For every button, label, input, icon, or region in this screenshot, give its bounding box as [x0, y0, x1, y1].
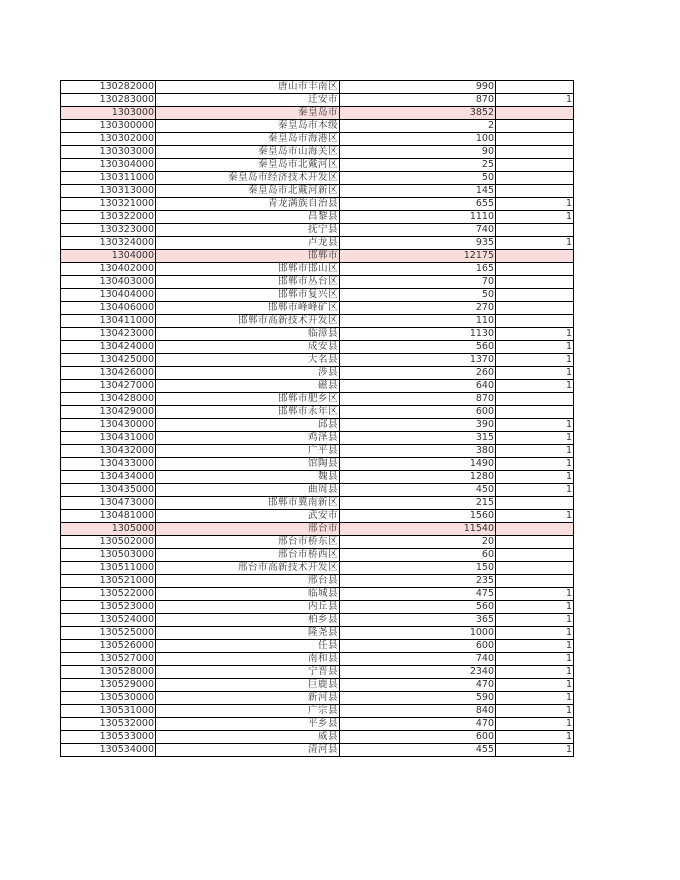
table-row[interactable] — [61, 263, 574, 276]
flag-cell[interactable] — [496, 302, 574, 315]
table-row[interactable] — [61, 354, 574, 367]
flag-cell[interactable]: 1 — [496, 211, 574, 224]
code-cell[interactable]: 130524000 — [61, 614, 156, 627]
count-cell[interactable]: 1370 — [340, 354, 496, 367]
code-cell[interactable]: 130533000 — [61, 731, 156, 744]
flag-cell[interactable]: 1 — [496, 627, 574, 640]
name-cell[interactable]: 秦皇岛市山海关区 — [156, 146, 340, 159]
name-cell[interactable]: 武安市 — [156, 510, 340, 523]
code-cell[interactable]: 130302000 — [61, 133, 156, 146]
count-cell[interactable]: 260 — [340, 367, 496, 380]
count-cell[interactable]: 640 — [340, 380, 496, 393]
name-cell[interactable]: 唐山市丰南区 — [156, 81, 340, 94]
code-cell[interactable]: 130529000 — [61, 679, 156, 692]
flag-cell[interactable]: 1 — [496, 237, 574, 250]
table-row[interactable] — [61, 159, 574, 172]
table-row[interactable] — [61, 666, 574, 679]
flag-cell[interactable] — [496, 393, 574, 406]
name-cell[interactable]: 邯郸市丛台区 — [156, 276, 340, 289]
flag-cell[interactable] — [496, 120, 574, 133]
table-row[interactable] — [61, 133, 574, 146]
name-cell[interactable]: 抚宁县 — [156, 224, 340, 237]
table-row[interactable] — [61, 393, 574, 406]
count-cell[interactable]: 235 — [340, 575, 496, 588]
name-cell[interactable]: 邢台市高新技术开发区 — [156, 562, 340, 575]
name-cell[interactable]: 成安县 — [156, 341, 340, 354]
count-cell[interactable]: 1490 — [340, 458, 496, 471]
count-cell[interactable]: 50 — [340, 289, 496, 302]
flag-cell[interactable]: 1 — [496, 614, 574, 627]
table-row[interactable] — [61, 81, 574, 94]
count-cell[interactable]: 1000 — [340, 627, 496, 640]
count-cell[interactable]: 840 — [340, 705, 496, 718]
flag-cell[interactable]: 1 — [496, 666, 574, 679]
flag-cell[interactable]: 1 — [496, 458, 574, 471]
count-cell[interactable]: 390 — [340, 419, 496, 432]
flag-cell[interactable] — [496, 224, 574, 237]
code-cell[interactable]: 1303000 — [61, 107, 156, 120]
name-cell[interactable]: 昌黎县 — [156, 211, 340, 224]
name-cell[interactable]: 邯郸市复兴区 — [156, 289, 340, 302]
code-cell[interactable]: 130411000 — [61, 315, 156, 328]
name-cell[interactable]: 内丘县 — [156, 601, 340, 614]
code-cell[interactable]: 130511000 — [61, 562, 156, 575]
code-cell[interactable]: 130502000 — [61, 536, 156, 549]
code-cell[interactable]: 130425000 — [61, 354, 156, 367]
code-cell[interactable]: 130430000 — [61, 419, 156, 432]
name-cell[interactable]: 邢台市桥东区 — [156, 536, 340, 549]
code-cell[interactable]: 130530000 — [61, 692, 156, 705]
flag-cell[interactable]: 1 — [496, 341, 574, 354]
code-cell[interactable]: 130427000 — [61, 380, 156, 393]
count-cell[interactable]: 20 — [340, 536, 496, 549]
table-row[interactable] — [61, 380, 574, 393]
name-cell[interactable]: 大名县 — [156, 354, 340, 367]
flag-cell[interactable] — [496, 536, 574, 549]
table-row[interactable] — [61, 276, 574, 289]
code-cell[interactable]: 130526000 — [61, 640, 156, 653]
table-row[interactable] — [61, 198, 574, 211]
code-cell[interactable]: 130431000 — [61, 432, 156, 445]
name-cell[interactable]: 邱县 — [156, 419, 340, 432]
name-cell[interactable]: 磁县 — [156, 380, 340, 393]
table-row[interactable] — [61, 718, 574, 731]
table-row[interactable] — [61, 185, 574, 198]
flag-cell[interactable]: 1 — [496, 718, 574, 731]
table-row[interactable] — [61, 445, 574, 458]
table-row[interactable] — [61, 575, 574, 588]
table-row[interactable] — [61, 419, 574, 432]
name-cell[interactable]: 邢台市桥西区 — [156, 549, 340, 562]
code-cell[interactable]: 130473000 — [61, 497, 156, 510]
table-row[interactable] — [61, 471, 574, 484]
code-cell[interactable]: 130402000 — [61, 263, 156, 276]
flag-cell[interactable]: 1 — [496, 380, 574, 393]
flag-cell[interactable]: 1 — [496, 679, 574, 692]
code-cell[interactable]: 130323000 — [61, 224, 156, 237]
count-cell[interactable]: 70 — [340, 276, 496, 289]
count-cell[interactable]: 600 — [340, 640, 496, 653]
count-cell[interactable]: 870 — [340, 94, 496, 107]
count-cell[interactable]: 1130 — [340, 328, 496, 341]
flag-cell[interactable] — [496, 263, 574, 276]
count-cell[interactable]: 12175 — [340, 250, 496, 263]
table-row[interactable] — [61, 588, 574, 601]
count-cell[interactable]: 990 — [340, 81, 496, 94]
table-row[interactable] — [61, 627, 574, 640]
table-row[interactable] — [61, 289, 574, 302]
flag-cell[interactable] — [496, 107, 574, 120]
name-cell[interactable]: 邢台县 — [156, 575, 340, 588]
count-cell[interactable]: 935 — [340, 237, 496, 250]
flag-cell[interactable]: 1 — [496, 705, 574, 718]
count-cell[interactable]: 90 — [340, 146, 496, 159]
code-cell[interactable]: 130428000 — [61, 393, 156, 406]
table-row[interactable] — [61, 731, 574, 744]
table-row-highlighted[interactable] — [61, 107, 574, 120]
name-cell[interactable]: 柏乡县 — [156, 614, 340, 627]
name-cell[interactable]: 卢龙县 — [156, 237, 340, 250]
name-cell[interactable]: 清河县 — [156, 744, 340, 757]
code-cell[interactable]: 130481000 — [61, 510, 156, 523]
code-cell[interactable]: 130322000 — [61, 211, 156, 224]
code-cell[interactable]: 130403000 — [61, 276, 156, 289]
table-row-highlighted[interactable] — [61, 523, 574, 536]
name-cell[interactable]: 邯郸市 — [156, 250, 340, 263]
name-cell[interactable]: 曲周县 — [156, 484, 340, 497]
count-cell[interactable]: 655 — [340, 198, 496, 211]
code-cell[interactable]: 130434000 — [61, 471, 156, 484]
flag-cell[interactable] — [496, 575, 574, 588]
code-cell[interactable]: 130283000 — [61, 94, 156, 107]
flag-cell[interactable]: 1 — [496, 653, 574, 666]
code-cell[interactable]: 130525000 — [61, 627, 156, 640]
name-cell[interactable]: 新河县 — [156, 692, 340, 705]
table-row[interactable] — [61, 744, 574, 757]
flag-cell[interactable]: 1 — [496, 744, 574, 757]
name-cell[interactable]: 南和县 — [156, 653, 340, 666]
count-cell[interactable]: 165 — [340, 263, 496, 276]
name-cell[interactable]: 邯郸市肥乡区 — [156, 393, 340, 406]
flag-cell[interactable]: 1 — [496, 471, 574, 484]
table-row[interactable] — [61, 302, 574, 315]
count-cell[interactable]: 365 — [340, 614, 496, 627]
flag-cell[interactable]: 1 — [496, 354, 574, 367]
table-row[interactable] — [61, 510, 574, 523]
flag-cell[interactable]: 1 — [496, 484, 574, 497]
code-cell[interactable]: 130534000 — [61, 744, 156, 757]
code-cell[interactable]: 130304000 — [61, 159, 156, 172]
table-row[interactable] — [61, 484, 574, 497]
name-cell[interactable]: 临漳县 — [156, 328, 340, 341]
count-cell[interactable]: 1560 — [340, 510, 496, 523]
table-row[interactable] — [61, 172, 574, 185]
count-cell[interactable]: 2 — [340, 120, 496, 133]
flag-cell[interactable] — [496, 133, 574, 146]
name-cell[interactable]: 邯郸市冀南新区 — [156, 497, 340, 510]
flag-cell[interactable] — [496, 497, 574, 510]
table-row[interactable] — [61, 120, 574, 133]
code-cell[interactable]: 130282000 — [61, 81, 156, 94]
name-cell[interactable]: 青龙满族自治县 — [156, 198, 340, 211]
count-cell[interactable]: 60 — [340, 549, 496, 562]
count-cell[interactable]: 870 — [340, 393, 496, 406]
name-cell[interactable]: 邯郸市高新技术开发区 — [156, 315, 340, 328]
flag-cell[interactable]: 1 — [496, 445, 574, 458]
count-cell[interactable]: 455 — [340, 744, 496, 757]
count-cell[interactable]: 150 — [340, 562, 496, 575]
count-cell[interactable]: 110 — [340, 315, 496, 328]
code-cell[interactable]: 1305000 — [61, 523, 156, 536]
table-row-highlighted[interactable] — [61, 250, 574, 263]
name-cell[interactable]: 宁晋县 — [156, 666, 340, 679]
code-cell[interactable]: 130426000 — [61, 367, 156, 380]
count-cell[interactable]: 740 — [340, 653, 496, 666]
count-cell[interactable]: 25 — [340, 159, 496, 172]
flag-cell[interactable] — [496, 146, 574, 159]
count-cell[interactable]: 100 — [340, 133, 496, 146]
data-table — [60, 80, 574, 757]
flag-cell[interactable] — [496, 289, 574, 302]
count-cell[interactable]: 475 — [340, 588, 496, 601]
code-cell[interactable]: 130521000 — [61, 575, 156, 588]
code-cell[interactable]: 130527000 — [61, 653, 156, 666]
code-cell[interactable]: 1304000 — [61, 250, 156, 263]
table-row[interactable] — [61, 705, 574, 718]
count-cell[interactable]: 560 — [340, 601, 496, 614]
table-row[interactable] — [61, 562, 574, 575]
name-cell[interactable]: 任县 — [156, 640, 340, 653]
name-cell[interactable]: 秦皇岛市经济技术开发区 — [156, 172, 340, 185]
flag-cell[interactable]: 1 — [496, 94, 574, 107]
code-cell[interactable]: 130503000 — [61, 549, 156, 562]
table-body — [61, 81, 574, 757]
flag-cell[interactable] — [496, 549, 574, 562]
flag-cell[interactable] — [496, 159, 574, 172]
name-cell[interactable]: 隆尧县 — [156, 627, 340, 640]
code-cell[interactable]: 130523000 — [61, 601, 156, 614]
count-cell[interactable]: 600 — [340, 406, 496, 419]
flag-cell[interactable]: 1 — [496, 432, 574, 445]
table-row[interactable] — [61, 406, 574, 419]
code-cell[interactable]: 130522000 — [61, 588, 156, 601]
flag-cell[interactable]: 1 — [496, 692, 574, 705]
code-cell[interactable]: 130324000 — [61, 237, 156, 250]
table-row[interactable] — [61, 614, 574, 627]
table-row[interactable] — [61, 367, 574, 380]
name-cell[interactable]: 邢台市 — [156, 523, 340, 536]
table-row[interactable] — [61, 497, 574, 510]
name-cell[interactable]: 秦皇岛市本级 — [156, 120, 340, 133]
table-row[interactable] — [61, 94, 574, 107]
table-row[interactable] — [61, 549, 574, 562]
name-cell[interactable]: 迁安市 — [156, 94, 340, 107]
table-row[interactable] — [61, 679, 574, 692]
table-row[interactable] — [61, 692, 574, 705]
count-cell[interactable]: 2340 — [340, 666, 496, 679]
count-cell[interactable]: 590 — [340, 692, 496, 705]
name-cell[interactable]: 巨鹿县 — [156, 679, 340, 692]
code-cell[interactable]: 130321000 — [61, 198, 156, 211]
flag-cell[interactable] — [496, 276, 574, 289]
count-cell[interactable]: 450 — [340, 484, 496, 497]
flag-cell[interactable] — [496, 185, 574, 198]
count-cell[interactable]: 470 — [340, 679, 496, 692]
name-cell[interactable]: 平乡县 — [156, 718, 340, 731]
count-cell[interactable]: 380 — [340, 445, 496, 458]
flag-cell[interactable]: 1 — [496, 588, 574, 601]
count-cell[interactable]: 600 — [340, 731, 496, 744]
name-cell[interactable]: 邯郸市永年区 — [156, 406, 340, 419]
code-cell[interactable]: 130528000 — [61, 666, 156, 679]
flag-cell[interactable] — [496, 523, 574, 536]
name-cell[interactable]: 广平县 — [156, 445, 340, 458]
flag-cell[interactable] — [496, 81, 574, 94]
flag-cell[interactable]: 1 — [496, 419, 574, 432]
code-cell[interactable]: 130435000 — [61, 484, 156, 497]
flag-cell[interactable]: 1 — [496, 198, 574, 211]
code-cell[interactable]: 130532000 — [61, 718, 156, 731]
name-cell[interactable]: 鸡泽县 — [156, 432, 340, 445]
name-cell[interactable]: 秦皇岛市海港区 — [156, 133, 340, 146]
count-cell[interactable]: 1110 — [340, 211, 496, 224]
code-cell[interactable]: 130531000 — [61, 705, 156, 718]
count-cell[interactable]: 11540 — [340, 523, 496, 536]
table-row[interactable] — [61, 653, 574, 666]
table-row[interactable] — [61, 224, 574, 237]
count-cell[interactable]: 145 — [340, 185, 496, 198]
flag-cell[interactable] — [496, 562, 574, 575]
name-cell[interactable]: 邯郸市邯山区 — [156, 263, 340, 276]
table-row[interactable] — [61, 458, 574, 471]
name-cell[interactable]: 魏县 — [156, 471, 340, 484]
flag-cell[interactable] — [496, 172, 574, 185]
code-cell[interactable]: 130433000 — [61, 458, 156, 471]
table-row[interactable] — [61, 601, 574, 614]
flag-cell[interactable]: 1 — [496, 640, 574, 653]
name-cell[interactable]: 秦皇岛市北戴河新区 — [156, 185, 340, 198]
table-row[interactable] — [61, 211, 574, 224]
name-cell[interactable]: 秦皇岛市 — [156, 107, 340, 120]
count-cell[interactable]: 740 — [340, 224, 496, 237]
flag-cell[interactable]: 1 — [496, 367, 574, 380]
table-row[interactable] — [61, 536, 574, 549]
code-cell[interactable]: 130424000 — [61, 341, 156, 354]
flag-cell[interactable]: 1 — [496, 510, 574, 523]
table-row[interactable] — [61, 640, 574, 653]
name-cell[interactable]: 威县 — [156, 731, 340, 744]
count-cell[interactable]: 50 — [340, 172, 496, 185]
flag-cell[interactable]: 1 — [496, 328, 574, 341]
name-cell[interactable]: 广宗县 — [156, 705, 340, 718]
flag-cell[interactable]: 1 — [496, 601, 574, 614]
code-cell[interactable]: 130300000 — [61, 120, 156, 133]
name-cell[interactable]: 涉县 — [156, 367, 340, 380]
flag-cell[interactable]: 1 — [496, 731, 574, 744]
flag-cell[interactable] — [496, 250, 574, 263]
code-cell[interactable]: 130404000 — [61, 289, 156, 302]
count-cell[interactable]: 215 — [340, 497, 496, 510]
code-cell[interactable]: 130429000 — [61, 406, 156, 419]
table-row[interactable] — [61, 237, 574, 250]
code-cell[interactable]: 130303000 — [61, 146, 156, 159]
flag-cell[interactable] — [496, 315, 574, 328]
table-row[interactable] — [61, 146, 574, 159]
code-cell[interactable]: 130423000 — [61, 328, 156, 341]
table-row[interactable] — [61, 432, 574, 445]
flag-cell[interactable] — [496, 406, 574, 419]
name-cell[interactable]: 馆陶县 — [156, 458, 340, 471]
code-cell[interactable]: 130432000 — [61, 445, 156, 458]
table-row[interactable] — [61, 341, 574, 354]
count-cell[interactable]: 470 — [340, 718, 496, 731]
table-row[interactable] — [61, 315, 574, 328]
count-cell[interactable]: 560 — [340, 341, 496, 354]
table-row[interactable] — [61, 328, 574, 341]
name-cell[interactable]: 秦皇岛市北戴河区 — [156, 159, 340, 172]
code-cell[interactable]: 130406000 — [61, 302, 156, 315]
count-cell[interactable]: 315 — [340, 432, 496, 445]
count-cell[interactable]: 270 — [340, 302, 496, 315]
count-cell[interactable]: 1280 — [340, 471, 496, 484]
name-cell[interactable]: 临城县 — [156, 588, 340, 601]
name-cell[interactable]: 邯郸市峰峰矿区 — [156, 302, 340, 315]
code-cell[interactable]: 130313000 — [61, 185, 156, 198]
count-cell[interactable]: 3852 — [340, 107, 496, 120]
code-cell[interactable]: 130311000 — [61, 172, 156, 185]
